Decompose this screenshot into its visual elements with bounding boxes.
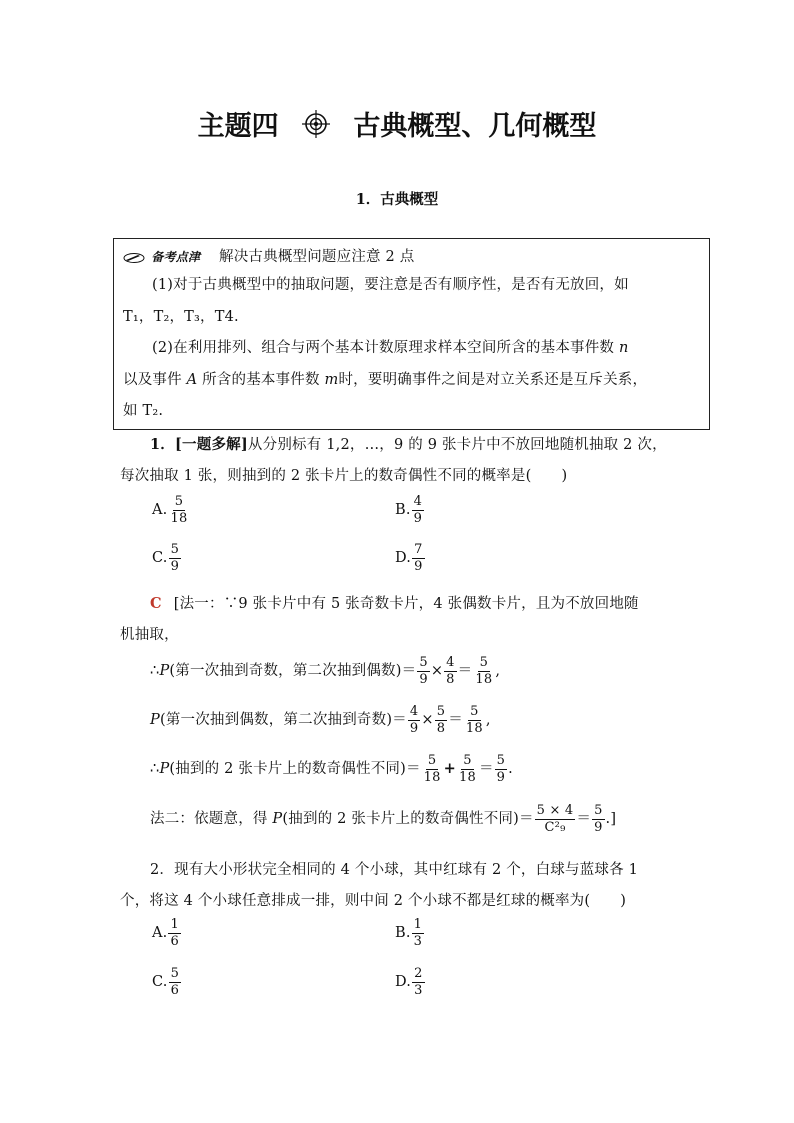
title-subject: 古典概型、几何概型 [353,111,597,142]
tip-point2-line1: (2)在利用排列、组合与两个基本计数原理求样本空间所含的基本事件数 n [152,340,629,356]
sol1-line2: 机抽取， [120,627,179,643]
title-topic: 主题四 [197,111,279,142]
q2-option-b: B. $\frac{1}{3}$ [395,917,423,949]
sol1-line1: C [法一：∵9 张卡片中有 5 张奇数卡片，4 张偶数卡片，且为不放回地随 [150,595,639,612]
answer-letter: C [150,595,162,612]
q1-option-b: B. $\frac{4}{9}$ [395,494,423,526]
q2-option-c: C. $\frac{5}{6}$ [152,966,180,998]
tip-point1-line1: (1)对于古典概型中的抽取问题，要注意是否有顺序性，是否有无放回，如 [152,277,629,293]
tip-box [113,238,710,430]
crosshair-icon [302,110,330,145]
sol1-eq2: P(第一次抽到偶数，第二次抽到奇数)＝ $\frac{4}{9}$ × $\frac{5}{8}$ ＝ $\frac{5}{18}$ , [150,704,491,736]
tip-point2-line2: 以及事件 A 所含的基本事件数 m时，要明确事件之间是对立关系还是互斥关系， [123,372,648,388]
q2-line2: 个，将这 4 个小球任意排成一排，则中间 2 个小球不都是红球的概率为( ) [120,893,627,909]
section-heading: 1．古典概型 [355,191,439,208]
sol1-eq1: ∴P(第一次抽到奇数，第二次抽到偶数)＝ $\frac{5}{9}$ × $\frac{4}{8}$ ＝ $\frac{5}{18}$ , [150,655,501,687]
q1-option-a: A. $\frac{5}{18}$ [152,494,188,526]
q1-option-d: D. $\frac{7}{9}$ [395,542,423,574]
page-title [0,104,794,145]
tip-point1-line2: T₁，T₂，T₃，T4. [123,309,239,325]
q1-line1: 1．[一题多解]从分别标有 1,2，…，9 的 9 张卡片中不放回地随机抽取 2 次， [150,436,667,453]
sol1-eq3: ∴P(抽到的 2 张卡片上的数奇偶性不同)＝ $\frac{5}{18}$ + $\frac{5}{18}$ ＝ $\frac{5}{9}$ . [150,753,513,785]
pen-icon [123,252,145,264]
q2-line1: 2．现有大小形状完全相同的 4 个小球，其中红球有 2 个，白球与蓝球各 1 [150,862,639,878]
sol1-method2: 法二：依题意，得 P(抽到的 2 张卡片上的数奇偶性不同)＝ $\frac{5 \times 4}{\text{C²₉}}$ ＝ $\frac{5}{9}$ .] [150,803,617,835]
q1-option-c: C. $\frac{5}{9}$ [152,542,180,574]
q2-option-a: A. $\frac{1}{6}$ [152,917,179,949]
q2-option-d: D. $\frac{2}{3}$ [395,966,423,998]
tip-point2-line3: 如 T₂. [123,403,164,419]
tip-box-header [123,245,414,266]
q1-line2: 每次抽取 1 张，则抽到的 2 张卡片上的数奇偶性不同的概率是( ) [120,468,568,484]
tip-heading: 解决古典概型问题应注意 2 点 [219,249,415,265]
tip-tag: 备考点津 [123,248,200,265]
